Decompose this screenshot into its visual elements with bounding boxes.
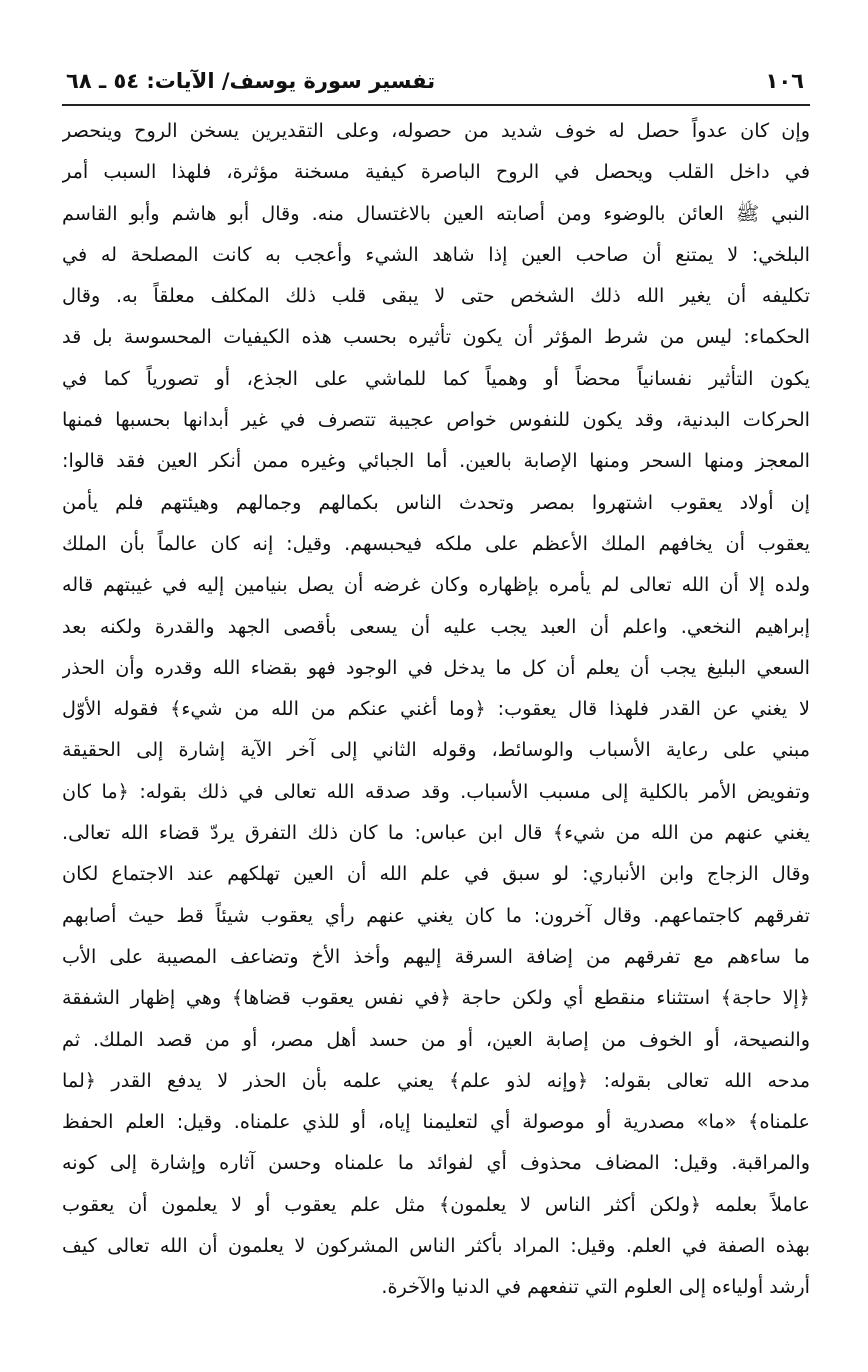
text-line: مبني على رعاية الأسباب والوسائط، وقوله الثاني إلى آخر الآية إشارة إلى الحقيقة bbox=[62, 738, 810, 762]
text-line: والنصيحة، أو الخوف من إصابة العين، أو من حسد أهل مصر، أو من قصد الملك. ثم bbox=[62, 1027, 810, 1051]
text-line: تفرقهم كاجتماعهم. وقال آخرون: ما كان يغني عنهم رأي يعقوب شيئاً قط حيث أصابهم bbox=[62, 903, 810, 927]
text-line: ﴿إلا حاجة﴾ استثناء منقطع أي ولكن حاجة ﴿في نفس يعقوب قضاها﴾ وهي إظهار الشفقة bbox=[62, 986, 810, 1010]
page-number: ١٠٦ bbox=[765, 69, 804, 93]
text-line: النبي ﷺ العائن بالوضوء ومن أصابته العين بالاغتسال منه. وقال أبو هاشم وأبو القاسم bbox=[62, 201, 810, 225]
text-line: يكون التأثير نفسانياً محضاً أو وهمياً كما للماشي على الجذع، أو تصورياً كما في bbox=[62, 366, 810, 390]
running-title: تفسير سورة يوسف/ الآيات: ٥٤ ـ ٦٨ bbox=[66, 69, 436, 93]
text-line: عاملاً بعلمه ﴿ولكن أكثر الناس لا يعلمون﴾ مثل علم يعقوب أو لا يعلمون أن يعقوب bbox=[62, 1192, 810, 1216]
text-line: لا يغني عن القدر فلهذا قال يعقوب: ﴿وما أغني عنكم من الله من شيء﴾ فقوله الأوّل bbox=[62, 697, 810, 721]
text-line: ما ساءهم مع تفرقهم من إضافة السرقة إليهم وأخذ الأخ وتضاعف المصيبة على الأب bbox=[62, 944, 810, 968]
text-line: وقال الزجاج وابن الأنباري: لو سبق في علم الله أن العين تهلكهم عند الاجتماع لكان bbox=[62, 862, 810, 886]
text-line: إبراهيم النخعي. واعلم أن العبد يجب عليه أن يسعى بأقصى الجهد والقدرة ولكنه بعد bbox=[62, 614, 810, 638]
text-line: والمراقبة. وقيل: المضاف محذوف أي لفوائد ما علمناه وحسن آثاره وإشارة إلى كونه bbox=[62, 1151, 810, 1175]
text-line: السعي البليغ يجب أن يعلم أن كل ما يدخل في الوجود فهو بقضاء الله وقدره وأن الحذر bbox=[62, 655, 810, 679]
text-line: إن أولاد يعقوب اشتهروا بمصر وتحدث الناس بكمالهم وجمالهم وهيئتهم فلم يأمن bbox=[62, 490, 810, 514]
text-line: علمناه﴾ «ما» مصدرية أو موصولة أي لتعليمنا إياه، أو للذي علمناه. وقيل: العلم الحفظ bbox=[62, 1110, 810, 1134]
body-text bbox=[62, 110, 810, 1308]
text-line: يعقوب أن يخافهم الملك الأعظم على ملكه فيحبسهم. وقيل: إنه كان عالماً بأن الملك bbox=[62, 531, 810, 555]
text-line: أرشد أولياءه إلى العلوم التي تنفعهم في الدنيا والآخرة. bbox=[381, 1275, 810, 1299]
header-rule bbox=[62, 104, 810, 106]
text-line: الحركات البدنية، وقد يكون للنفوس خواص عجيبة تتصرف في غير أبدانها بحسبها فمنها bbox=[62, 408, 810, 432]
book-page bbox=[62, 50, 810, 1330]
text-line: تكليفه أن يغير الله ذلك الشخص حتى لا يبقى قلب ذلك المكلف معلقاً به. وقال bbox=[62, 284, 810, 308]
text-line: في داخل القلب ويحصل في الروح الباصرة كيفية مسخنة مؤثرة، فلهذا السبب أمر bbox=[62, 160, 810, 184]
text-line: الحكماء: ليس من شرط المؤثر أن يكون تأثيره بحسب هذه الكيفيات المحسوسة بل قد bbox=[62, 325, 810, 349]
text-line: بهذه الصفة في العلم. وقيل: المراد بأكثر الناس المشركون لا يعلمون أن الله تعالى كيف bbox=[62, 1234, 810, 1258]
text-line: يغني عنهم من الله من شيء﴾ قال ابن عباس: ما كان ذلك التفرق يردّ قضاء الله تعالى. bbox=[62, 821, 810, 845]
text-line: وإن كان عدواً حصل له خوف شديد من حصوله، وعلى التقديرين يسخن الروح وينحصر bbox=[62, 119, 810, 142]
page-header bbox=[62, 64, 810, 98]
text-line: المعجز ومنها السحر ومنها الإصابة بالعين. أما الجبائي وغيره ممن أنكر العين فقد قالوا: bbox=[62, 449, 810, 473]
text-line: البلخي: لا يمتنع أن صاحب العين إذا شاهد الشيء وأعجب به كانت المصلحة له في bbox=[62, 242, 810, 266]
text-line: وتفويض الأمر بالكلية إلى مسبب الأسباب. وقد صدقه الله تعالى في ذلك بقوله: ﴿ما كان bbox=[62, 779, 810, 803]
text-line: ولده إلا أن الله تعالى لم يأمره بإظهاره وكان غرضه أن يصل بنيامين إليه في غيبتهم قاله bbox=[62, 573, 810, 597]
text-line: مدحه الله تعالى بقوله: ﴿وإنه لذو علم﴾ يعني علمه بأن الحذر لا يدفع القدر ﴿لما bbox=[62, 1068, 810, 1092]
